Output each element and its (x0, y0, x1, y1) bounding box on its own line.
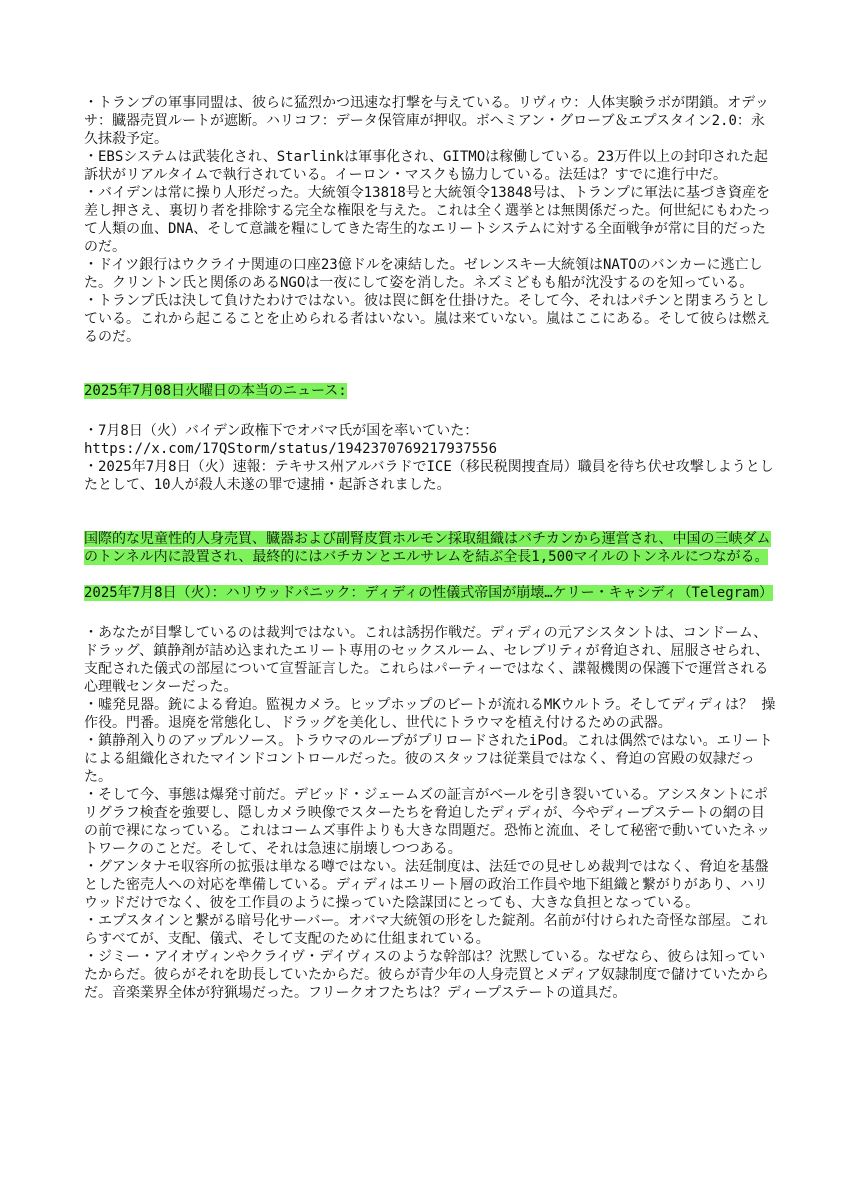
spacer (84, 602, 776, 624)
source-link[interactable]: https://x.com/17QStorm/status/1942370769217937556 (84, 441, 498, 457)
section-real-news (84, 382, 776, 494)
paragraph: ・EBSシステムは武装化され、Starlinkは軍事化され、GITMOは稼働している。23万件以上の封印された起訴状がリアルタイムで執行されている。イーロン・マスクも協力している。法廷は？すでに進行中だ。 (84, 149, 768, 183)
paragraph: ・そして今、事態は爆発寸前だ。デビッド・ジェームズの証言がベールを引き裂いている。アシスタントにポリグラフ検査を強要し、隠しカメラ映像でスターたちを脅迫したディディが、今やディープステートの網の目の前で裸になっている。これはコームズ事件よりも大きな問題だ。恐怖と流血、そして秘密で動いていたネットワークのことだ。そして、それは急速に崩壊しつつある。 (84, 787, 770, 857)
section-military-alliance (84, 94, 776, 346)
paragraph: ・トランプの軍事同盟は、彼らに猛烈かつ迅速な打撃を与えている。リヴィウ：人体実験ラボが閉鎖。オデッサ：臓器売買ルートが遮断。ハリコフ：データ保管庫が押収。ボヘミアン・グローブ＆エプスタイン2.0：永久抹殺予定。 (84, 95, 769, 147)
paragraph: ・ジミー・アイオヴィンやクライヴ・デイヴィスのような幹部は？沈黙している。なぜなら、彼らは知っていたからだ。彼らがそれを助長していたからだ。彼らが青少年の人身売買とメディア奴隷制度で儲けていたからだ。音楽業界全体が狩猟場だった。フリークオフたちは？ディープステートの道具だ。 (84, 949, 769, 1001)
section-hollywood-panic (84, 584, 776, 1002)
paragraph: ・エプスタインと繋がる暗号化サーバー。オバマ大統領の形をした錠剤。名前が付けられた奇怪な部屋。これらすべてが、支配、儀式、そして支配のために仕組まれている。 (84, 913, 768, 947)
spacer (84, 400, 776, 422)
section-heading: 2025年7月08日火曜日の本当のニュース: (84, 383, 347, 399)
paragraph: ・あなたが目撃しているのは裁判ではない。これは誘拐作戦だ。ディディの元アシスタントは、コンドーム、ドラッグ、鎮静剤が詰め込まれたエリート専用のセックスルーム、セレブリティが脅迫され、屈服させられ、支配された儀式の部屋について宣誓証言した。これらはパーティーではなく、諜報機関の保護下で運営される心理戦センターだった。 (84, 625, 770, 695)
document-page (84, 94, 776, 1002)
spacer (84, 346, 776, 382)
section-heading: 2025年7月8日（火）：ハリウッドパニック：ディディの性儀式帝国が崩壊…ケリー・キャシディ（Telegram） (84, 585, 773, 601)
paragraph: ・ドイツ銀行はウクライナ関連の口座23億ドルを凍結した。ゼレンスキー大統領はNATOのバンカーに逃亡した。クリントン氏と関係のあるNGOは一夜にして姿を消した。ネズミどもも船が沈没するのを知っている。 (84, 257, 763, 291)
paragraph: ・グアンタナモ収容所の拡張は単なる噂ではない。法廷制度は、法廷での見せしめ裁判ではなく、脅迫を基盤とした密売人への対応を準備している。ディディはエリート層の政治工作員や地下組織と繋がりがあり、ハリウッドだけでなく、彼を工作員のように操っていた陰謀団にとっても、大きな負担となっている。 (84, 859, 769, 911)
paragraph: ・バイデンは常に操り人形だった。大統領令13818号と大統領令13848号は、トランプに軍法に基づき資産を差し押さえ、裏切り者を排除する完全な権限を与えた。これは全く選挙とは無関係だった。何世紀にもわたって人類の血、DNA、そして意識を糧にしてきた寄生的なエリートシステムに対する全面戦争が常に目的だったのだ。 (84, 185, 771, 255)
paragraph: ・2025年7月8日（火）速報：テキサス州アルバラドでICE（移民税関捜査局）職員を待ち伏せ攻撃しようとしたとして、10人が殺人未遂の罪で逮捕・起訴されました。 (84, 459, 774, 493)
section-highlight-block (84, 530, 776, 566)
paragraph: ・トランプ氏は決して負けたわけではない。彼は罠に餌を仕掛けた。そして今、それはパチンと閉まろうとしている。これから起こることを止められる者はいない。嵐は来ていない。嵐はここにある。そして彼らは燃えるのだ。 (84, 293, 770, 345)
paragraph: ・嘘発見器。銃による脅迫。監視カメラ。ヒップホップのビートが流れるMKウルトラ。そしてディディは？ 操作役。門番。退廃を常態化し、ドラッグを美化し、世代にトラウマを植え付けるための武器。 (84, 697, 776, 731)
paragraph: ・7月8日（火）バイデン政権下でオバマ氏が国を率いていた： (84, 423, 479, 439)
highlighted-paragraph: 国際的な児童性的人身売買、臓器および副腎皮質ホルモン採取組織はバチカンから運営され、中国の三峡ダムのトンネル内に設置され、最終的にはバチカンとエルサレムを結ぶ全長1,500マイルのトンネルにつながる。 (84, 531, 771, 565)
spacer (84, 566, 776, 584)
spacer (84, 494, 776, 530)
paragraph: ・鎮静剤入りのアップルソース。トラウマのループがプリロードされたiPod。これは偶然ではない。エリートによる組織化されたマインドコントロールだった。彼のスタッフは従業員ではなく、脅迫の宮殿の奴隷だった。 (84, 733, 773, 785)
